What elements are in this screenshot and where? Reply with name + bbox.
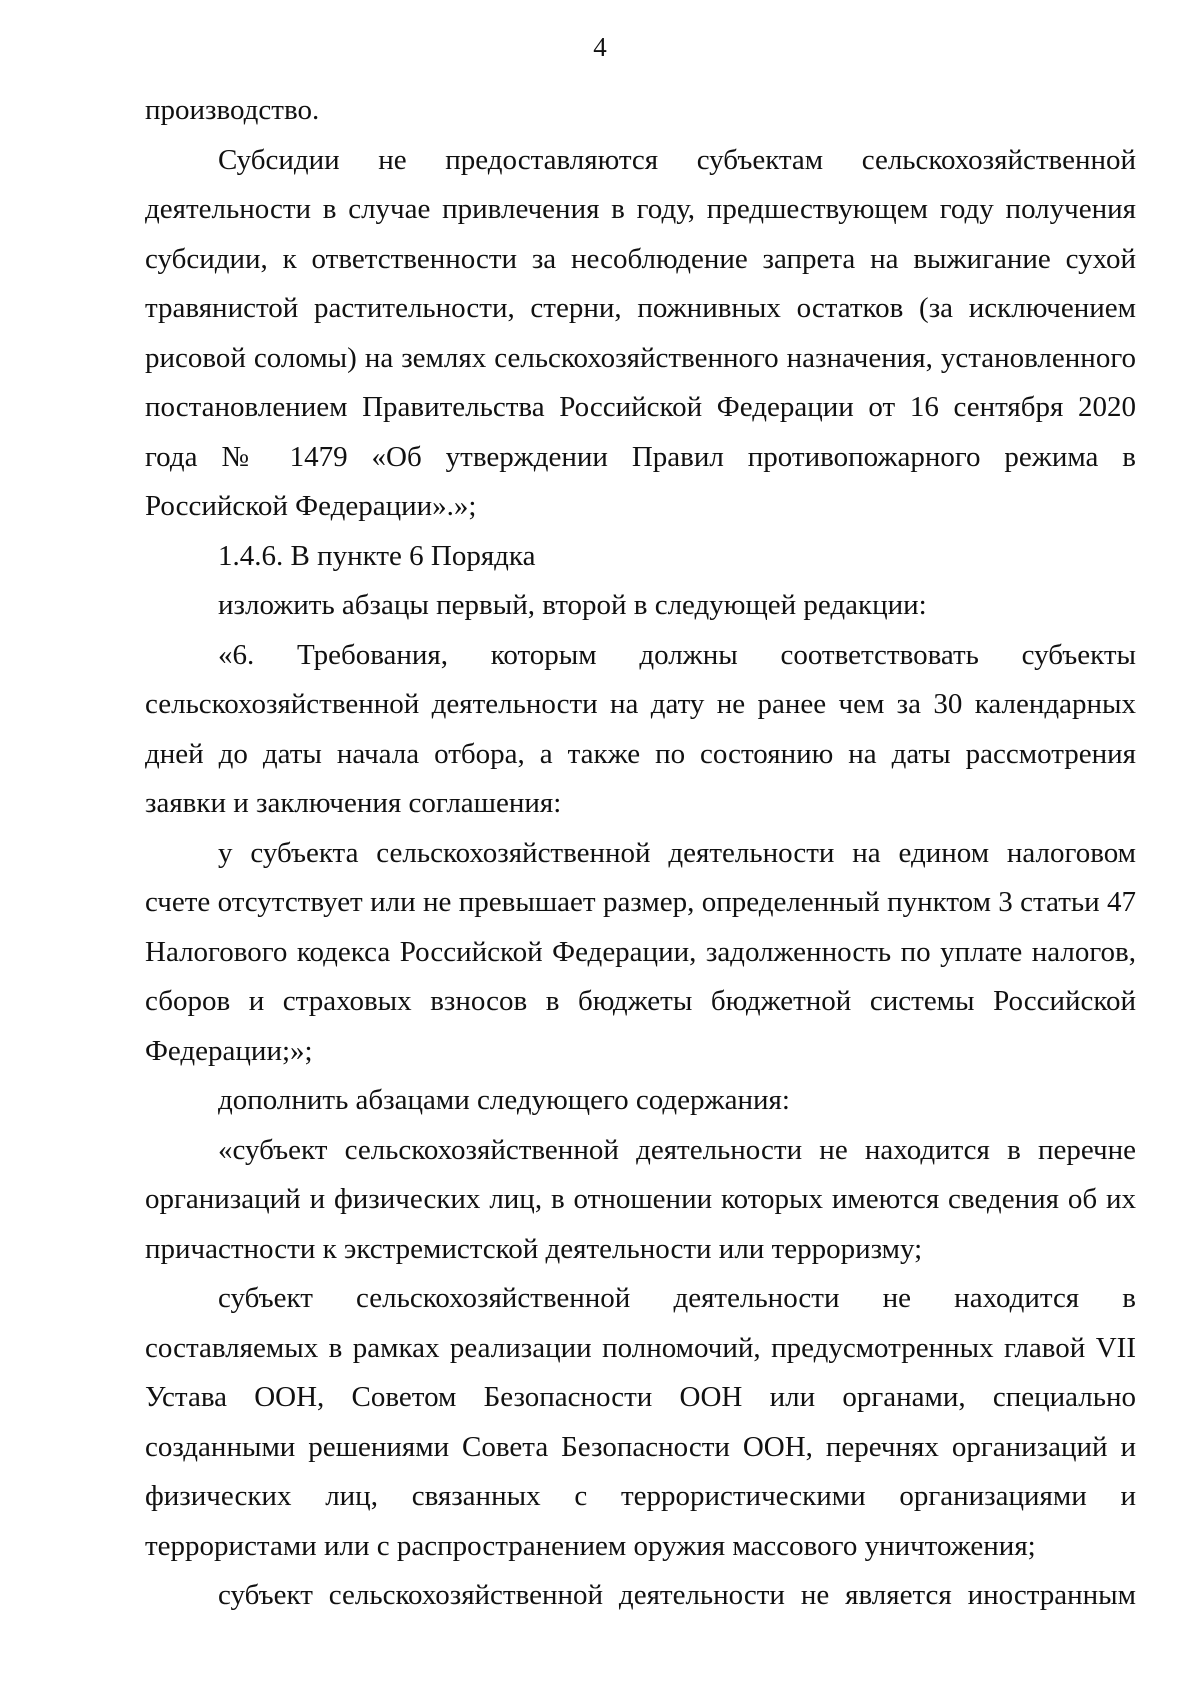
paragraph-tax-debt: у субъекта сельскохозяйственной деятельности на едином налоговом счете отсутствует или не превышает размер, определенный пунктом 3 статьи 47 Налогового кодекса Российской Федерации, задолженность по уплате налогов, сборов и страховых взносов в бюджеты бюджетной системы Российской Федерации;»; <box>145 836 1136 1067</box>
paragraph-clause-1-4-6: 1.4.6. В пункте 6 Порядка <box>218 539 536 572</box>
paragraph-amend-instruction: изложить абзацы первый, второй в следующей редакции: <box>218 589 927 621</box>
paragraph-un-lists: субъект сельскохозяйственной деятельности не находится в составляемых в рамках реализации полномочий, предусмотренных главой VII Устава ООН, Советом Безопасности ООН или органами, специально созданными решениями Совета Безопасности ООН, перечнях организаций и физических лиц, связанных с террористическими организациями и террористами или с распространением оружия массового уничтожения; <box>145 1282 1136 1562</box>
page-number: 4 <box>593 32 607 62</box>
paragraph-continuation: производство. <box>145 94 320 126</box>
paragraph-extremism-list: «субъект сельскохозяйственной деятельности не находится в перечне организаций и физических лиц, в отношении которых имеются сведения об их причастности к экстремистской деятельности или терроризму; <box>145 1133 1136 1265</box>
document-body <box>145 86 1136 1621</box>
paragraph-subsidy-restriction: Субсидии не предоставляются субъектам сельскохозяйственной деятельности в случае привлечения в году, предшествующем году получения субсидии, к ответственности за несоблюдение запрета на выжигание сухой травянистой растительности, стерни, пожнивных остатков (за исключением рисовой соломы) на землях сельскохозяйственного назначения, установленного постановлением Правительства Российской Федерации от 16 сентября 2020 года № 1479 «Об утверждении Правил противопожарного режима в Российской Федерации».»; <box>145 143 1136 522</box>
paragraph-supplement-instruction: дополнить абзацами следующего содержания: <box>218 1084 790 1116</box>
paragraph-requirements: «6. Требования, которым должны соответствовать субъекты сельскохозяйственной деятельности на дату не ранее чем за 30 календарных дней до даты начала отбора, а также по состоянию на даты рассмотрения заявки и заключения соглашения: <box>145 638 1136 819</box>
paragraph-foreign-entity: субъект сельскохозяйственной деятельности не является иностранным <box>218 1579 1136 1611</box>
